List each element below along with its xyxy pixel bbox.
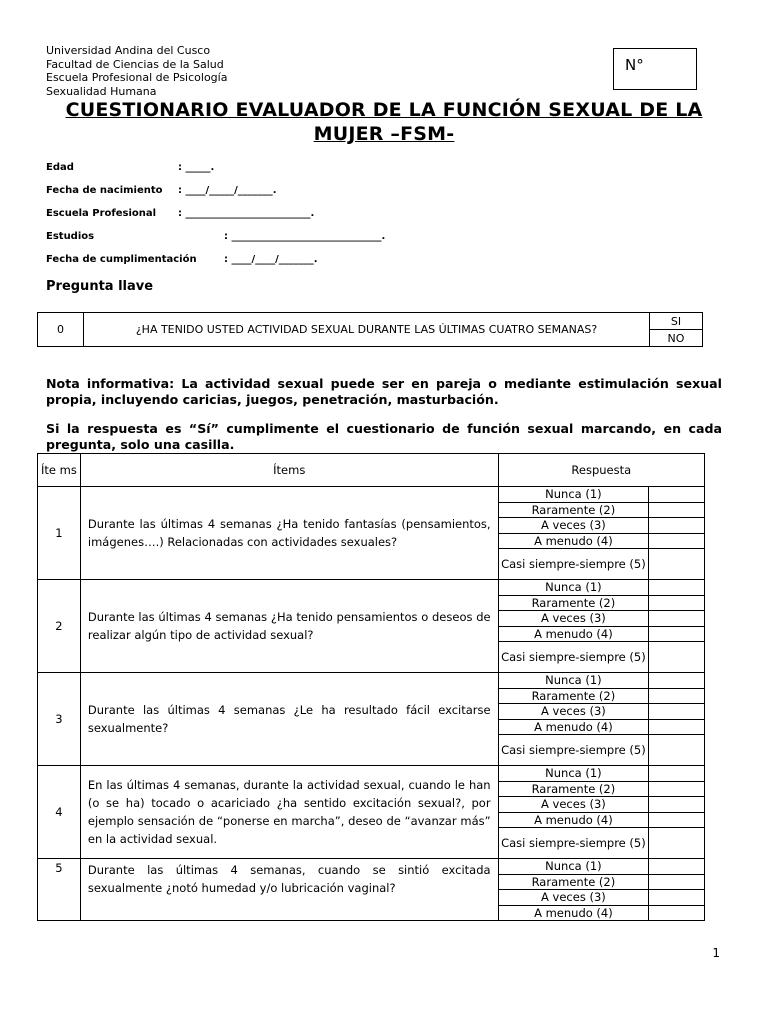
field-label: Fecha de cumplimentación [46, 254, 197, 265]
document-title: CUESTIONARIO EVALUADOR DE LA FUNCIÓN SEXUAL DE LA MUJER –FSM- [65, 99, 703, 145]
response-option: A menudo (4) [498, 905, 649, 921]
response-option: Casi siempre-siempre (5) [498, 642, 649, 673]
response-checkbox[interactable] [649, 859, 705, 875]
response-checkbox[interactable] [649, 797, 705, 813]
field-edad [46, 162, 215, 173]
field-input-line[interactable]: : ____/____/_______. [224, 254, 318, 265]
response-checkbox[interactable] [649, 642, 705, 673]
response-checkbox[interactable] [649, 828, 705, 859]
response-option: Raramente (2) [498, 502, 649, 518]
response-option: A veces (3) [498, 611, 649, 627]
key-question-number: 0 [38, 313, 84, 347]
field-escuela-profesional [46, 208, 315, 219]
key-question-table [37, 312, 703, 347]
option-no[interactable]: NO [650, 330, 703, 347]
field-fecha-cumplimentacion [46, 254, 318, 265]
response-checkbox[interactable] [649, 626, 705, 642]
field-input-line[interactable]: : ______________________________. [224, 231, 386, 242]
field-fecha-nacimiento [46, 185, 277, 196]
response-option: A menudo (4) [498, 719, 649, 735]
response-option: Casi siempre-siempre (5) [498, 735, 649, 766]
response-checkbox[interactable] [649, 812, 705, 828]
questionnaire-table [37, 453, 705, 921]
response-option: Nunca (1) [498, 673, 649, 689]
field-label: Fecha de nacimiento [46, 185, 163, 196]
number-label: N° [625, 56, 644, 74]
response-checkbox[interactable] [649, 502, 705, 518]
field-input-line[interactable]: : _____. [178, 162, 215, 173]
page-number: 1 [712, 946, 720, 960]
response-checkbox[interactable] [649, 719, 705, 735]
response-option: Nunca (1) [498, 580, 649, 596]
response-checkbox[interactable] [649, 580, 705, 596]
item-question: Durante las últimas 4 semanas ¿Le ha resultado fácil excitarse sexualmente? [80, 673, 498, 766]
item-question: Durante las últimas 4 semanas, cuando se sintió excitada sexualmente ¿notó humedad y/o lubricación vaginal? [80, 859, 498, 921]
item-number: 4 [38, 766, 81, 859]
item-question: Durante las últimas 4 semanas ¿Ha tenido pensamientos o deseos de realizar algún tipo de actividad sexual? [80, 580, 498, 673]
item-number: 3 [38, 673, 81, 766]
response-checkbox[interactable] [649, 518, 705, 534]
response-checkbox[interactable] [649, 487, 705, 503]
field-label: Edad [46, 162, 74, 173]
response-checkbox[interactable] [649, 735, 705, 766]
response-option: Nunca (1) [498, 766, 649, 782]
option-si[interactable]: SI [650, 313, 703, 330]
institution-line: Facultad de Ciencias de la Salud [46, 57, 224, 71]
response-checkbox[interactable] [649, 781, 705, 797]
institution-line: Sexualidad Humana [46, 84, 157, 98]
response-checkbox[interactable] [649, 611, 705, 627]
institution-line: Escuela Profesional de Psicología [46, 71, 228, 84]
response-option: Raramente (2) [498, 874, 649, 890]
response-checkbox[interactable] [649, 549, 705, 580]
institution-header [46, 44, 227, 98]
header-items: Ítems [80, 454, 498, 487]
item-number: 1 [38, 487, 81, 580]
key-question-text: ¿HA TENIDO USTED ACTIVIDAD SEXUAL DURANTE LAS ÚLTIMAS CUATRO SEMANAS? [84, 313, 650, 347]
response-option: Casi siempre-siempre (5) [498, 828, 649, 859]
response-option: Raramente (2) [498, 781, 649, 797]
field-input-line[interactable]: : ____/_____/_______. [178, 185, 277, 196]
response-option: A menudo (4) [498, 812, 649, 828]
field-label: Escuela Profesional [46, 208, 157, 219]
response-option: A menudo (4) [498, 626, 649, 642]
response-checkbox[interactable] [649, 533, 705, 549]
response-option: Nunca (1) [498, 859, 649, 875]
response-option: A menudo (4) [498, 533, 649, 549]
response-option: Nunca (1) [498, 487, 649, 503]
response-checkbox[interactable] [649, 688, 705, 704]
item-number: 2 [38, 580, 81, 673]
response-option: Raramente (2) [498, 688, 649, 704]
header-item-number: Íte ms [38, 454, 81, 487]
field-estudios [46, 231, 386, 242]
field-label: Estudios [46, 231, 95, 242]
key-question-heading: Pregunta llave [46, 279, 154, 294]
response-option: Raramente (2) [498, 595, 649, 611]
item-question: Durante las últimas 4 semanas ¿Ha tenido fantasías (pensamientos, imágenes….) Relacionadas con actividades sexuales? [80, 487, 498, 580]
response-option: A veces (3) [498, 797, 649, 813]
response-checkbox[interactable] [649, 673, 705, 689]
response-checkbox[interactable] [649, 704, 705, 720]
number-box[interactable] [613, 48, 697, 90]
informative-note: Nota informativa: La actividad sexual puede ser en pareja o mediante estimulación sexual propia, incluyendo caricias, juegos, penetración, masturbación. [46, 376, 722, 407]
institution-line: Universidad Andina del Cusco [46, 44, 211, 57]
response-option: A veces (3) [498, 704, 649, 720]
response-checkbox[interactable] [649, 874, 705, 890]
field-input-line[interactable]: : _________________________. [178, 208, 315, 219]
response-checkbox[interactable] [649, 905, 705, 921]
response-checkbox[interactable] [649, 766, 705, 782]
header-response: Respuesta [498, 454, 704, 487]
response-option: A veces (3) [498, 518, 649, 534]
item-question: En las últimas 4 semanas, durante la actividad sexual, cuando le han (o se ha) tocado o acariciado ¿ha sentido excitación sexual?, por ejemplo sensación de “ponerse en marcha”, deseo de “avanzar más” en la actividad sexual. [80, 766, 498, 859]
response-option: Casi siempre-siempre (5) [498, 549, 649, 580]
response-checkbox[interactable] [649, 595, 705, 611]
instruction-note: Si la respuesta es “Sí” cumplimente el cuestionario de función sexual marcando, en cada pregunta, solo una casilla. [46, 421, 722, 452]
response-checkbox[interactable] [649, 890, 705, 906]
response-option: A veces (3) [498, 890, 649, 906]
item-number: 5 [38, 859, 81, 921]
